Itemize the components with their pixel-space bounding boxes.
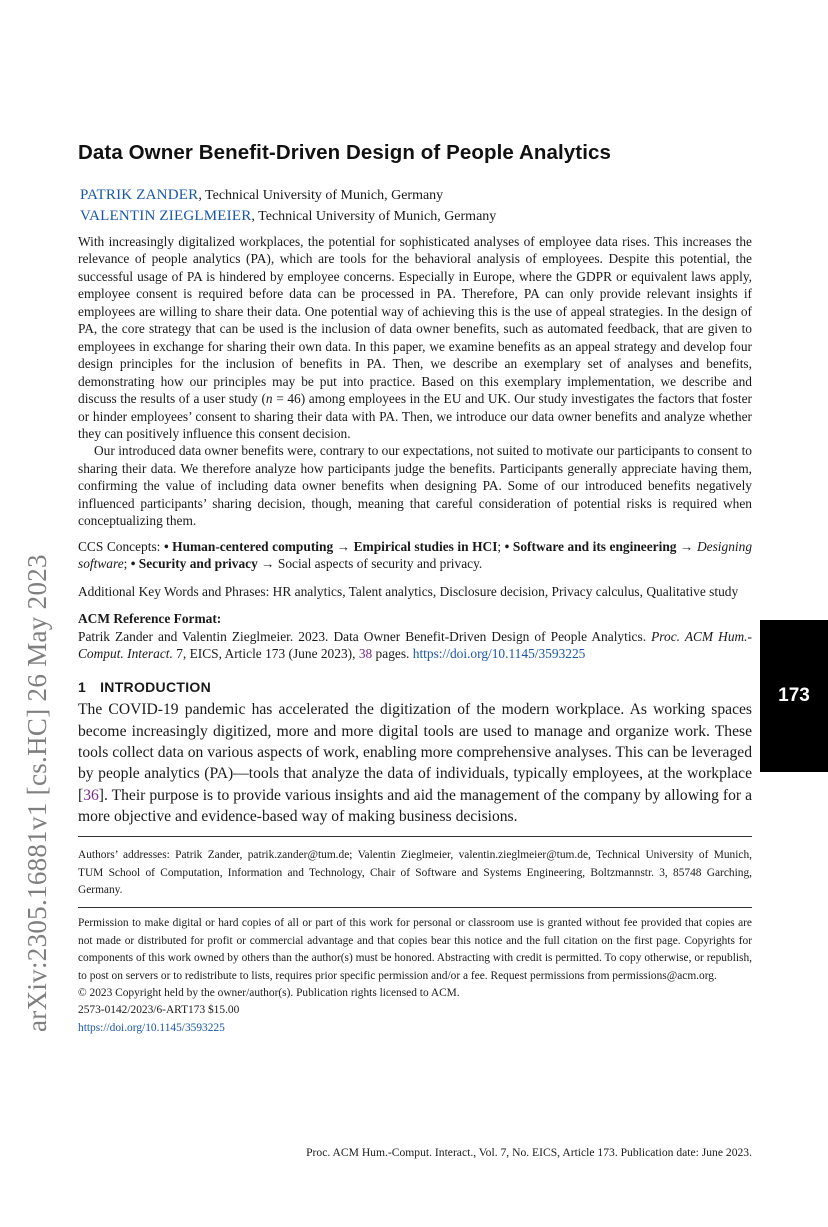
abstract — [78, 233, 752, 530]
ccs-arrow: → — [676, 538, 697, 554]
reference-doi-link[interactable]: https://doi.org/10.1145/3593225 — [412, 645, 586, 661]
abstract-text: With increasingly digitalized workplaces, the potential for sophisticated analyses of employee data rises. This increases the relevance of people analytics (PA), which are tools for the behavioral analysis of employees. Despite this potential, the successful usage of PA is hindered by employee concerns. Especially in Europe, where the GDPR or equivalent laws apply, employee consent is required before data can be processed in PA. Therefore, PA can only provide relevant insights if employees are willing to share their data. One potential way of achieving this is the use of appeal strategies. In the design of PA, the core strategy that can be used is the inclusion of data owner benefits, such as automated feedback, that are given to employees in exchange for sharing their own data. In this paper, we examine benefits as an appeal strategy and develop four design principles for the inclusion of benefits in PA. Then, we describe an exemplary set of analyses and benefits, demonstrating how our principles may be put into practice. Based on this exemplary implementation, we describe and discuss the results of a user study ( — [78, 234, 752, 407]
abstract-text: = 46) among employees in the EU and UK. Our study investigates the factors that foster or hinder employees’ consent to sharing their data with PA. Then, we introduce our data owner benefits and analyze whether they can positively influence this consent decision. — [78, 391, 752, 441]
ccs-label: CCS Concepts: — [78, 538, 164, 554]
footnote-divider — [78, 836, 752, 837]
article-number-tab: 173 — [760, 620, 828, 772]
body-text: ]. Their purpose is to provide various insights and aid the management of the company by allowing for a more objective and evidence-based way of making business decisions. — [78, 786, 752, 825]
ccs-arrow: → — [333, 538, 354, 554]
sample-size-variable: n — [265, 391, 273, 407]
introduction-paragraph — [78, 699, 752, 827]
ccs-term: • Human-centered computing — [163, 538, 334, 554]
paper-page — [78, 141, 752, 1037]
author-affiliation: , Technical University of Munich, Germany — [251, 209, 497, 224]
author-line — [80, 206, 752, 227]
issn-line: 2573-0142/2023/6-ART173 $15.00 — [78, 1004, 240, 1017]
citation-link[interactable]: 36 — [83, 786, 99, 804]
reference-text: 7, EICS, Article 173 (June 2023), — [172, 645, 359, 661]
ccs-term: • Software and its engineering — [504, 538, 677, 554]
author-name: VALENTIN ZIEGLMEIER — [80, 208, 252, 224]
reference-text: pages. — [372, 645, 413, 661]
permission-doi-link[interactable]: https://doi.org/10.1145/3593225 — [78, 1021, 225, 1034]
section-number: 1 — [78, 679, 87, 696]
author-affiliation: , Technical University of Munich, Germany — [198, 188, 444, 203]
reference-format — [78, 628, 752, 663]
ccs-term: Designing software — [78, 538, 753, 572]
arxiv-identifier: arXiv:2305.16881v1 [cs.HC] 26 May 2023 — [22, 554, 52, 1032]
reference-journal: Proc. ACM Hum.-Comput. Interact. — [78, 628, 752, 661]
body-text: The COVID-19 pandemic has accelerated the digitization of the modern workplace. As working spaces become increasingly digitized, more and more digital tools are used to manage and organize work. These tools collect data on various aspects of work, enabling more comprehensive analyses. This can be leveraged by people analytics (PA)—tools that analyze the data of individuals, typically employees, at the workplace [ — [78, 701, 752, 804]
section-heading — [78, 679, 752, 695]
ccs-term: Empirical studies in HCI — [353, 538, 498, 554]
keywords: Additional Key Words and Phrases: HR analytics, Talent analytics, Disclosure decision, Privacy calculus, Qualitative study — [78, 583, 739, 599]
paper-title: Data Owner Benefit-Driven Design of People Analytics — [78, 141, 612, 164]
abstract-paragraph — [78, 233, 752, 442]
ccs-concepts — [78, 538, 752, 573]
ccs-term: • Security and privacy — [130, 556, 258, 572]
permission-text: Permission to make digital or hard copies of all or part of this work for personal or classroom use is granted without fee provided that copies are not made or distributed for profit or commercial advantage and that copies bear this notice and the full citation on the first page. Copyrights for components of this work owned by others than the author(s) must be honored. Abstracting with credit is permitted. To copy otherwise, or republish, to post on servers or to redistribute to lists, requires prior specific permission and/or a fee. Request permissions from permissions@acm.org. — [78, 917, 752, 982]
author-line — [80, 185, 752, 206]
reference-pages-link[interactable]: 38 — [358, 645, 373, 661]
author-list — [78, 185, 752, 227]
ccs-separator: ; — [497, 538, 505, 554]
author-name: PATRIK ZANDER — [80, 187, 199, 203]
reference-text: Patrik Zander and Valentin Zieglmeier. 2023. Data Owner Benefit-Driven Design of People Analytics. — [78, 628, 652, 644]
abstract-paragraph: Our introduced data owner benefits were, contrary to our expectations, not suited to motivate our participants to consent to sharing their data. We therefore analyze how participants judge the benefits. Participants generally appreciate having them, confirming the value of including data owner benefits when designing PA. Some of our introduced benefits negatively influenced participants’ sharing decision, though, meaning that careful consideration of potential risks is required when conceptualizing them. — [78, 443, 752, 529]
ccs-term: → Social aspects of security and privacy. — [257, 556, 483, 572]
reference-format-heading: ACM Reference Format: — [78, 611, 222, 627]
page-footer: Proc. ACM Hum.-Comput. Interact., Vol. 7, No. EICS, Article 173. Publication date: June 2023. — [306, 1146, 752, 1159]
author-addresses: Authors’ addresses: Patrik Zander, patrik.zander@tum.de; Valentin Zieglmeier, valentin.zieglmeier@tum.de, Technical University of Munich, TUM School of Computation, Information and Technology, Chair of Software and Systems Engineering, Boltzmannstr. 3, 85748 Garching, Germany. — [78, 849, 752, 897]
copyright-line: © 2023 Copyright held by the owner/author(s). Publication rights licensed to ACM. — [78, 987, 460, 1000]
permission-notice — [78, 915, 752, 1037]
ccs-separator: ; — [123, 556, 131, 572]
permission-divider — [78, 907, 752, 908]
section-title: INTRODUCTION — [100, 679, 212, 696]
